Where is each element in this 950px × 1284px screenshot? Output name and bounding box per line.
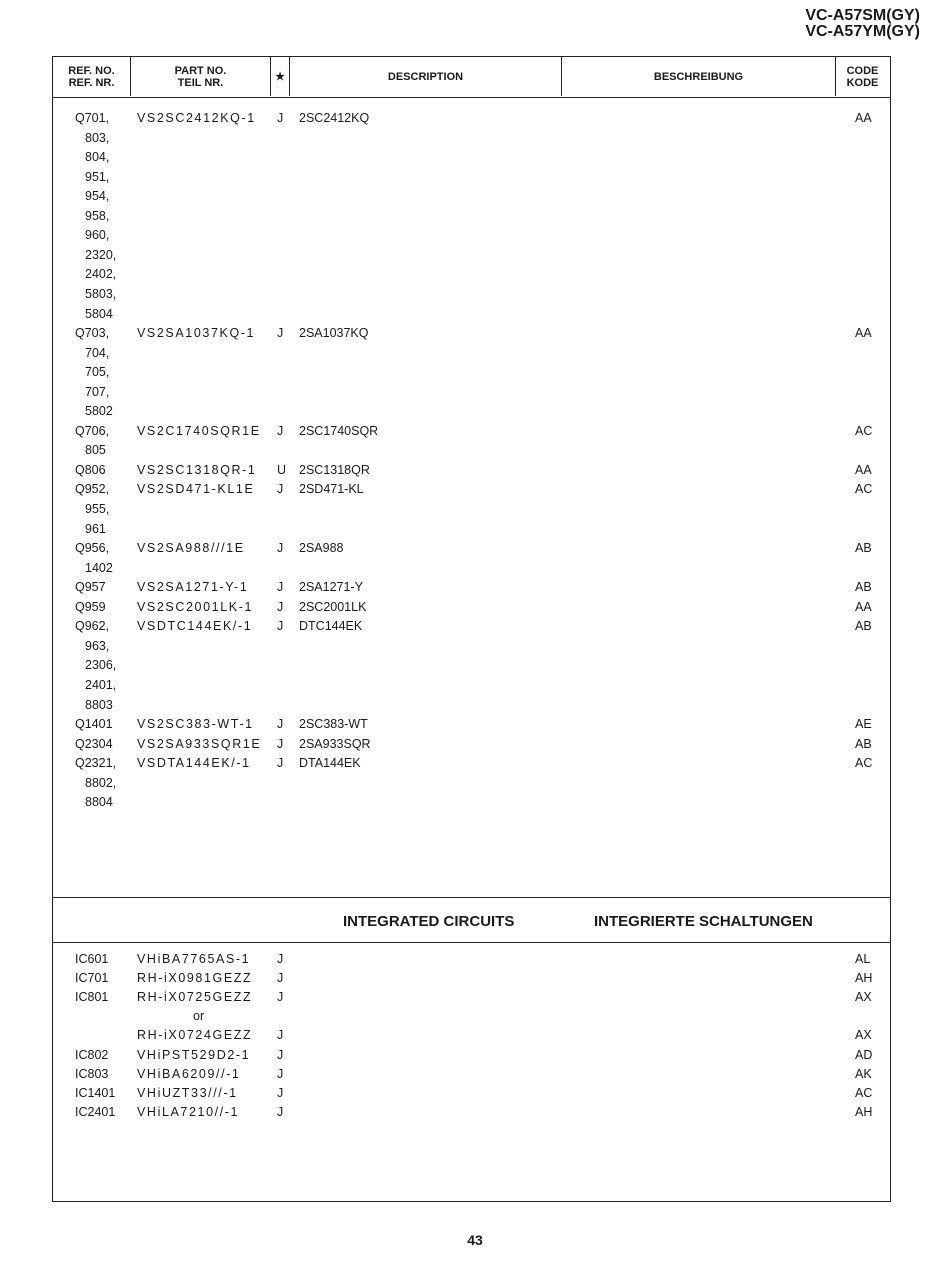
ref-number: 961 <box>85 521 106 536</box>
ref-number: 805 <box>85 443 106 458</box>
table-row <box>53 1007 889 1026</box>
price-code: AD <box>855 1047 873 1062</box>
price-code: AC <box>855 1085 873 1100</box>
ref-number: Q2304 <box>75 736 113 751</box>
ref-number: 1402 <box>85 560 113 575</box>
table-row <box>53 1026 889 1045</box>
table-row <box>53 754 889 773</box>
mark: J <box>277 1085 284 1100</box>
ref-number: Q703, <box>75 326 110 341</box>
ref-number: 8802, <box>85 775 117 790</box>
description: DTA144EK <box>299 756 361 771</box>
price-code: AE <box>855 717 872 732</box>
part-number: VS2SD471-KL1E <box>137 482 255 497</box>
mark: J <box>277 619 284 634</box>
ref-number: Q806 <box>75 462 106 477</box>
table-row <box>53 265 889 284</box>
price-code: AC <box>855 423 873 438</box>
table-row <box>53 148 889 167</box>
price-code: AL <box>855 952 871 966</box>
ref-number: Q706, <box>75 423 110 438</box>
ref-number: Q957 <box>75 580 106 595</box>
ref-number: Q2321, <box>75 756 117 771</box>
ref-number: IC2401 <box>75 1104 116 1119</box>
part-number: VHiPST529D2-1 <box>137 1047 251 1062</box>
ref-number: 8804 <box>85 795 113 810</box>
part-number: RH-iX0724GEZZ <box>137 1028 253 1043</box>
table-row <box>53 129 889 148</box>
mark: J <box>277 482 284 497</box>
description: 2SC1740SQR <box>299 423 379 438</box>
table-row <box>53 735 889 754</box>
table-row <box>53 578 889 597</box>
table-row <box>53 1065 889 1084</box>
price-code: AB <box>855 619 872 634</box>
ref-number: 955, <box>85 502 110 516</box>
part-number: VSDTA144EK/-1 <box>137 756 251 771</box>
table-header <box>53 57 890 98</box>
table-row <box>53 559 889 578</box>
table-row <box>53 285 889 304</box>
ref-number: IC1401 <box>75 1085 116 1100</box>
ic-section-title-de: INTEGRIERTE SCHALTUNGEN <box>594 913 813 930</box>
mark: J <box>277 423 284 438</box>
table-row <box>53 500 889 519</box>
section-divider-bottom <box>53 942 890 943</box>
mark: J <box>277 990 284 1005</box>
table-row <box>53 402 889 421</box>
ref-no-header: REF. NO. REF. NR. <box>53 57 131 96</box>
ic-section-title: INTEGRATED CIRCUITS <box>343 913 515 930</box>
table-row <box>53 637 889 656</box>
table-row <box>53 480 889 499</box>
mark: J <box>277 599 284 614</box>
table-row <box>53 226 889 245</box>
table-row <box>53 656 889 675</box>
part-number: VSDTC144EK/-1 <box>137 619 253 634</box>
ref-number: 5803, <box>85 286 117 301</box>
part-number: VS2SC2412KQ-1 <box>137 111 256 125</box>
table-row <box>53 520 889 539</box>
mark: J <box>277 1028 284 1043</box>
price-code: AH <box>855 1104 873 1119</box>
part-number: RH-iX0725GEZZ <box>137 990 253 1005</box>
page-number: 43 <box>467 1232 483 1248</box>
ref-number: 2320, <box>85 247 117 262</box>
description: 2SA1271-Y <box>299 580 363 595</box>
ref-number: Q1401 <box>75 717 113 732</box>
mark: J <box>277 971 284 986</box>
table-row <box>53 696 889 715</box>
table-row <box>53 383 889 402</box>
table-row <box>53 461 889 480</box>
ref-number: 951, <box>85 169 110 184</box>
ref-number: 8803 <box>85 697 113 712</box>
mark: J <box>277 111 284 125</box>
ref-number: 963, <box>85 638 110 653</box>
description: 2SC2412KQ <box>299 111 370 125</box>
table-row <box>53 676 889 695</box>
price-code: AA <box>855 111 872 125</box>
ref-number: IC801 <box>75 990 109 1005</box>
model-number-1: VC-A57SM(GY) <box>805 7 920 24</box>
part-number: or <box>193 1009 205 1024</box>
price-code: AX <box>855 1028 872 1043</box>
table-row <box>53 109 889 128</box>
part-number: VHiBA6209//-1 <box>137 1066 241 1081</box>
mark: J <box>277 952 284 966</box>
price-code: AK <box>855 1066 872 1081</box>
part-number: RH-iX0981GEZZ <box>137 971 253 986</box>
table-row <box>53 988 889 1007</box>
mark: J <box>277 1104 284 1119</box>
price-code: AB <box>855 580 872 595</box>
price-code: AA <box>855 462 872 477</box>
part-number: VHiUZT33///-1 <box>137 1085 238 1100</box>
mark: J <box>277 326 284 341</box>
description: 2SC383-WT <box>299 717 368 732</box>
table-row <box>53 246 889 265</box>
ref-number: Q959 <box>75 599 106 614</box>
table-row <box>53 422 889 441</box>
table-row <box>53 598 889 617</box>
ref-number: IC802 <box>75 1047 109 1062</box>
code-header: CODE KODE <box>846 64 879 89</box>
ref-number: 960, <box>85 228 110 243</box>
price-code: AA <box>855 326 872 341</box>
parts-list-table <box>52 56 891 1202</box>
model-number-2: VC-A57YM(GY) <box>805 23 920 40</box>
description: 2SC2001LK <box>299 599 367 614</box>
mark: U <box>277 462 287 477</box>
table-row <box>53 950 889 969</box>
part-no-header: PART NO. TEIL NR. <box>131 57 271 96</box>
description: 2SA933SQR <box>299 736 371 751</box>
ref-number: IC803 <box>75 1066 109 1081</box>
ref-number: 954, <box>85 189 110 204</box>
part-number: VS2SA988///1E <box>137 541 245 556</box>
section-divider-top <box>53 897 890 898</box>
price-code: AB <box>855 736 872 751</box>
price-code: AX <box>855 990 872 1005</box>
price-code: AC <box>855 756 873 771</box>
table-row <box>53 1084 889 1103</box>
part-number: VHiBA7765AS-1 <box>137 952 251 966</box>
table-row <box>53 168 889 187</box>
table-row <box>53 969 889 988</box>
price-code: AH <box>855 971 873 986</box>
mark: J <box>277 736 284 751</box>
table-row <box>53 363 889 382</box>
ref-number: Q701, <box>75 111 110 125</box>
table-row <box>53 793 889 812</box>
table-row <box>53 344 889 363</box>
ref-number: 5802 <box>85 404 113 419</box>
table-row <box>53 774 889 793</box>
description: 2SA1037KQ <box>299 326 369 341</box>
star-mark-header: ★ <box>271 57 290 96</box>
part-number: VS2SC2001LK-1 <box>137 599 254 614</box>
table-row <box>53 539 889 558</box>
ref-number: 2306, <box>85 658 117 673</box>
mark: J <box>277 1047 284 1062</box>
part-number: VS2C1740SQR1E <box>137 423 261 438</box>
ref-number: Q952, <box>75 482 110 497</box>
ref-number: 2402, <box>85 267 117 282</box>
table-row <box>53 715 889 734</box>
beschreibung-header: BESCHREIBUNG <box>562 57 836 96</box>
part-number: VS2SC1318QR-1 <box>137 462 257 477</box>
mark: J <box>277 541 284 556</box>
description: 2SD471-KL <box>299 482 364 497</box>
part-number: VHiLA7210//-1 <box>137 1104 240 1119</box>
table-row <box>53 617 889 636</box>
ref-number: IC601 <box>75 952 109 966</box>
ref-number: IC701 <box>75 971 109 986</box>
price-code: AB <box>855 541 872 556</box>
price-code: AC <box>855 482 873 497</box>
part-number: VS2SA1037KQ-1 <box>137 326 256 341</box>
description: DTC144EK <box>299 619 363 634</box>
mark: J <box>277 580 284 595</box>
ref-number: 804, <box>85 150 110 165</box>
table-row <box>53 441 889 460</box>
table-row <box>53 1103 889 1122</box>
price-code: AA <box>855 599 872 614</box>
table-row <box>53 305 889 324</box>
model-number-block <box>805 8 920 40</box>
table-row <box>53 324 889 343</box>
ref-number: 704, <box>85 345 110 360</box>
ref-number: 803, <box>85 130 110 145</box>
table-row <box>53 187 889 206</box>
ref-number: 705, <box>85 365 110 380</box>
ref-number: Q962, <box>75 619 110 634</box>
ref-number: 958, <box>85 208 110 223</box>
ref-number: Q956, <box>75 541 110 556</box>
description: 2SC1318QR <box>299 462 370 477</box>
part-number: VS2SA933SQR1E <box>137 736 262 751</box>
description-header: DESCRIPTION <box>290 57 562 96</box>
table-row <box>53 1046 889 1065</box>
ref-number: 707, <box>85 384 110 399</box>
ref-number: 2401, <box>85 677 117 692</box>
ref-number: 5804 <box>85 306 113 321</box>
part-number: VS2SA1271-Y-1 <box>137 580 249 595</box>
description: 2SA988 <box>299 541 344 556</box>
mark: J <box>277 756 284 771</box>
part-number: VS2SC383-WT-1 <box>137 717 254 732</box>
mark: J <box>277 1066 284 1081</box>
table-row <box>53 207 889 226</box>
mark: J <box>277 717 284 732</box>
